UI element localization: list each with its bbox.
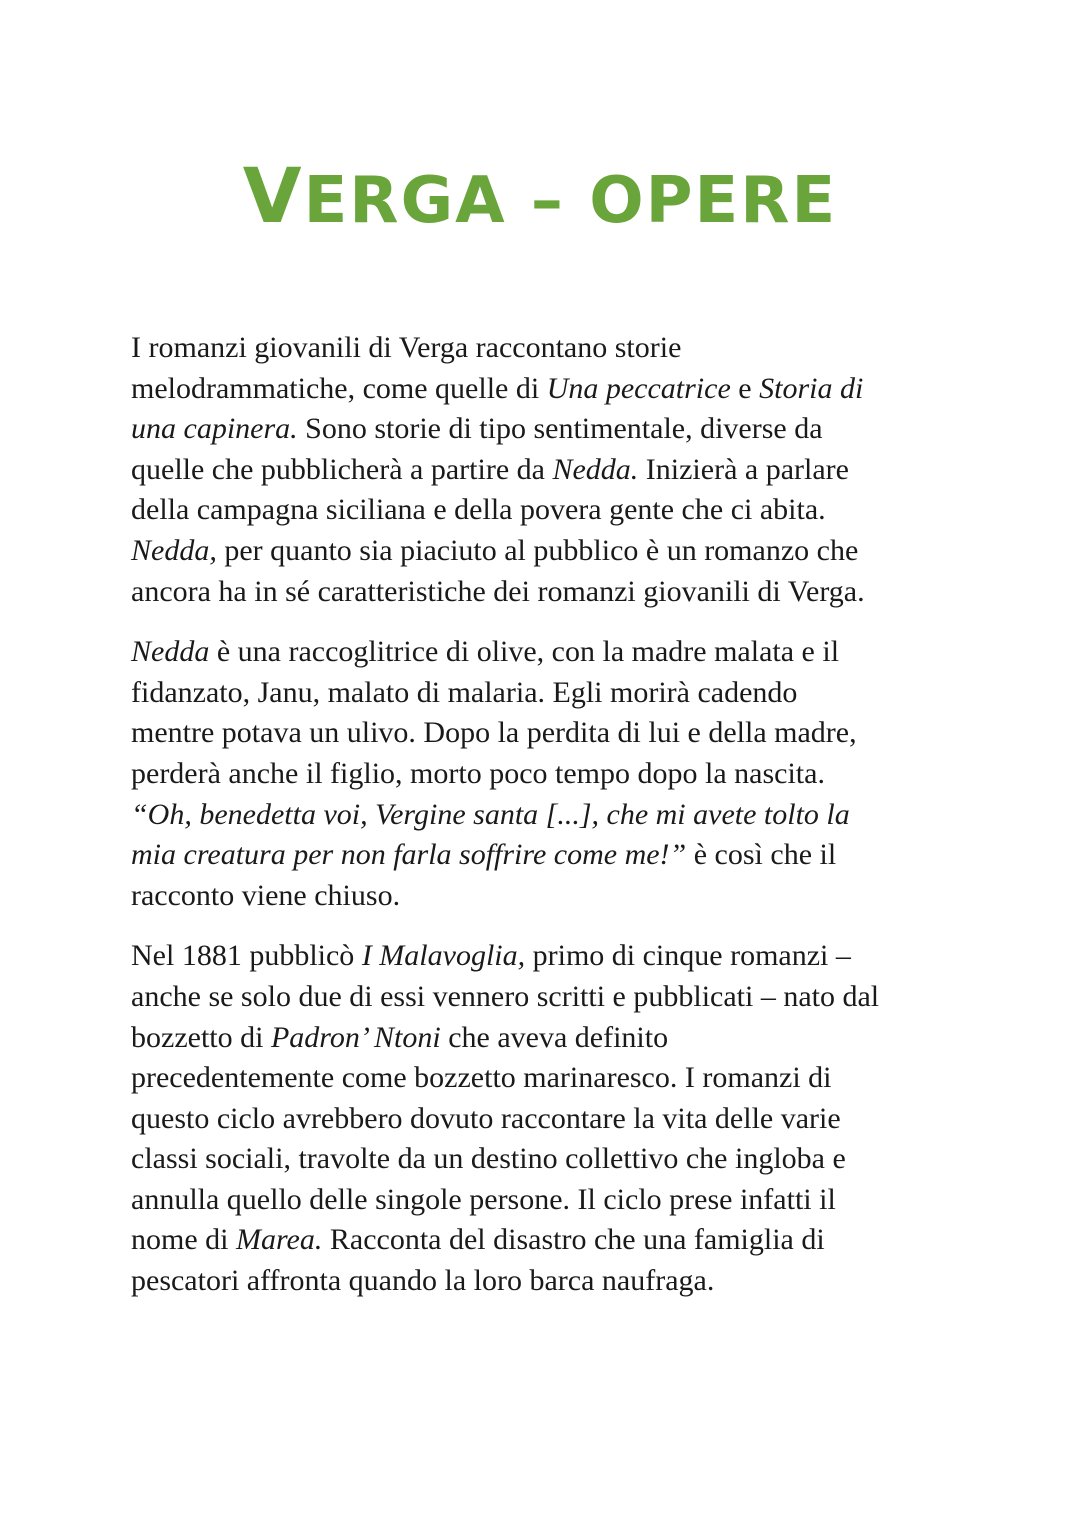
text-line (131, 369, 961, 410)
text-run: perderà anche il figlio, morto poco tempo dopo la nascita. (131, 756, 825, 790)
text-line (131, 1220, 961, 1261)
title-rest: ERGA – OPERE (303, 164, 838, 238)
italic-text: Storia di (759, 371, 864, 405)
text-run: Racconta del disastro che una famiglia di (322, 1223, 825, 1257)
text-run: racconto viene chiuso. (131, 878, 401, 912)
text-line (131, 795, 961, 836)
text-run: melodrammatiche, come quelle di (131, 371, 547, 405)
italic-text: I Malavoglia, (361, 939, 526, 973)
text-line (131, 1018, 961, 1059)
text-line (131, 632, 961, 673)
text-line (131, 754, 961, 795)
italic-text: Nedda (131, 635, 210, 669)
text-run: è una raccoglitrice di olive, con la madre malata e il (209, 635, 840, 669)
text-line (131, 713, 961, 754)
text-run: quelle che pubblicherà a partire da (131, 452, 553, 486)
text-run: Inizierà a parlare (638, 452, 849, 486)
text-run: e (730, 371, 760, 405)
text-run: classi sociali, travolte da un destino collettivo che ingloba e (131, 1142, 846, 1176)
text-run: bozzetto di (131, 1020, 271, 1054)
text-line (131, 1261, 961, 1302)
text-line (131, 1139, 961, 1180)
page-title (0, 151, 1080, 240)
text-line (131, 490, 961, 531)
paragraph (131, 328, 961, 612)
title-initial: V (242, 151, 304, 240)
text-line (131, 1099, 961, 1140)
italic-text: “Oh, benedetta voi, Vergine santa [...], che mi avete tolto la (131, 797, 850, 831)
text-run: pescatori affronta quando la loro barca naufraga. (131, 1264, 715, 1298)
italic-text: Marea. (236, 1223, 323, 1257)
text-run: primo di cinque romanzi – (525, 939, 851, 973)
italic-text: Padron’ Ntoni (270, 1020, 441, 1054)
text-run: mentre potava un ulivo. Dopo la perdita di lui e della madre, (131, 716, 857, 750)
text-run: questo ciclo avrebbero dovuto raccontare la vita delle varie (131, 1101, 841, 1135)
text-run: ancora ha in sé caratteristiche dei romanzi giovanili di Verga. (131, 574, 865, 608)
document-body (131, 328, 961, 1322)
text-run: I romanzi giovanili di Verga raccontano storie (131, 331, 682, 364)
text-run: nome di (131, 1223, 236, 1257)
text-line (131, 673, 961, 714)
italic-text: Nedda. (552, 452, 639, 486)
text-run: annulla quello delle singole persone. Il ciclo prese infatti il (131, 1182, 836, 1216)
text-run: per quanto sia piaciuto al pubblico è un romanzo che (216, 533, 859, 567)
text-line (131, 936, 961, 977)
text-run: che aveva definito (440, 1020, 669, 1054)
text-line (131, 409, 961, 450)
text-line (131, 450, 961, 491)
italic-text: Una peccatrice (546, 371, 731, 405)
text-line (131, 531, 961, 572)
text-line (131, 835, 961, 876)
text-line (131, 1058, 961, 1099)
paragraph (131, 632, 961, 916)
paragraph (131, 936, 961, 1301)
text-line (131, 572, 961, 613)
text-run: della campagna siciliana e della povera gente che ci abita. (131, 493, 826, 527)
text-line (131, 1180, 961, 1221)
text-run: anche se solo due di essi vennero scritti e pubblicati – nato dal (131, 979, 880, 1013)
italic-text: mia creatura per non farla soffrire come me!” (131, 838, 687, 872)
text-run: è così che il (686, 838, 837, 872)
text-line (131, 328, 961, 369)
text-line (131, 876, 961, 917)
italic-text: Nedda, (131, 533, 217, 567)
text-run: Nel 1881 pubblicò (131, 939, 362, 973)
text-line (131, 977, 961, 1018)
text-run: precedentemente come bozzetto marinaresco. I romanzi di (131, 1061, 832, 1095)
text-run: fidanzato, Janu, malato di malaria. Egli morirà cadendo (131, 675, 798, 709)
text-run: Sono storie di tipo sentimentale, diverse da (297, 412, 823, 446)
italic-text: una capinera. (131, 412, 298, 446)
